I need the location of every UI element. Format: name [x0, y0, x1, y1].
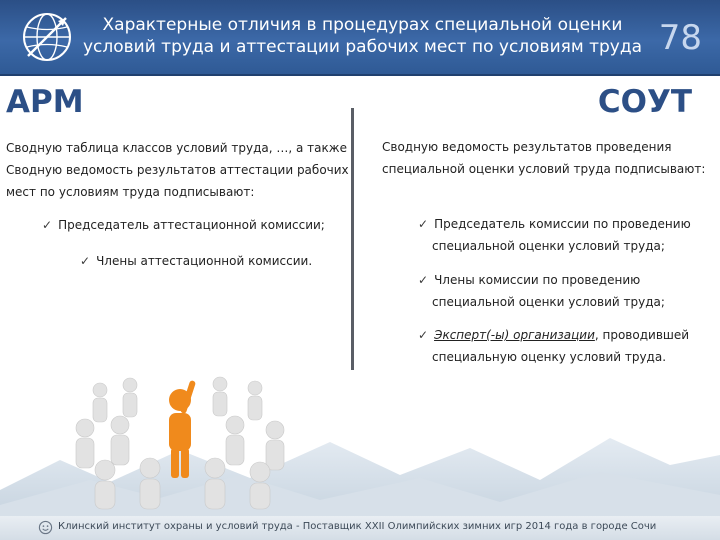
check-icon: ✓ [418, 328, 429, 342]
right-bullet-3 [418, 324, 718, 368]
white-figure [123, 378, 137, 417]
orange-figure [169, 380, 196, 478]
right-paragraph: Сводную ведомость результатов проведения специальной оценки условий труда подписывают: [382, 140, 706, 176]
right-bullet-1 [418, 213, 718, 257]
check-icon: ✓ [42, 218, 53, 232]
white-figure [76, 419, 94, 468]
white-figure [266, 421, 284, 470]
right-bullet-1-line-2: специальной оценки условий труда; [432, 239, 665, 253]
header-bar [0, 0, 720, 76]
right-bullet-3-line-2: специальную оценку условий труда. [432, 350, 667, 364]
footer-text: Клинский институт охраны и условий труда - Поставщик XXII Олимпийских зимних игр 2014 года в городе Сочи [58, 521, 657, 532]
smiley-icon [38, 520, 53, 535]
white-figure [226, 416, 244, 465]
title-line-1: Характерные отличия в процедурах специальной оценки [102, 15, 623, 35]
check-icon: ✓ [80, 254, 91, 268]
right-bullet-2-line-2: специальной оценки условий труда; [432, 295, 665, 309]
check-icon: ✓ [418, 273, 429, 287]
right-bullet-2-line-1: Члены комиссии по проведению [434, 273, 641, 287]
check-icon: ✓ [418, 217, 429, 231]
crowd-illustration [70, 370, 300, 510]
left-bullet-1-text: Председатель аттестационной комиссии; [58, 218, 325, 232]
slide-title [80, 14, 645, 58]
white-figure [140, 458, 160, 509]
left-column-heading: АРМ [6, 84, 84, 120]
left-bullet-2-text: Члены аттестационной комиссии. [96, 254, 313, 268]
right-column-heading: СОУТ [597, 84, 692, 120]
left-bullet-2 [80, 250, 312, 272]
white-figure [250, 462, 270, 509]
white-figure [93, 383, 107, 422]
white-figure [111, 416, 129, 465]
expert-emphasis: Эксперт(-ы) организации [434, 328, 595, 342]
globe-logo-icon [20, 10, 74, 64]
white-figure [248, 381, 262, 420]
footer-bar [0, 516, 720, 540]
right-bullet-1-line-1: Председатель комиссии по проведению [434, 217, 691, 231]
column-divider [351, 108, 354, 370]
slide-number: 78 [658, 18, 702, 58]
white-figure [205, 458, 225, 509]
right-bullet-3-rest: , проводившей [594, 328, 690, 342]
left-bullet-1 [42, 214, 325, 236]
right-bullet-2 [418, 269, 718, 313]
white-figure [95, 460, 115, 509]
title-line-2: условий труда и аттестации рабочих мест по условиям труда [82, 37, 643, 57]
left-paragraph: Сводную таблица классов условий труда, …, а также Сводную ведомость результатов аттестации рабочих мест по условиям труда подписывают: [6, 141, 349, 199]
white-figure [213, 377, 227, 416]
